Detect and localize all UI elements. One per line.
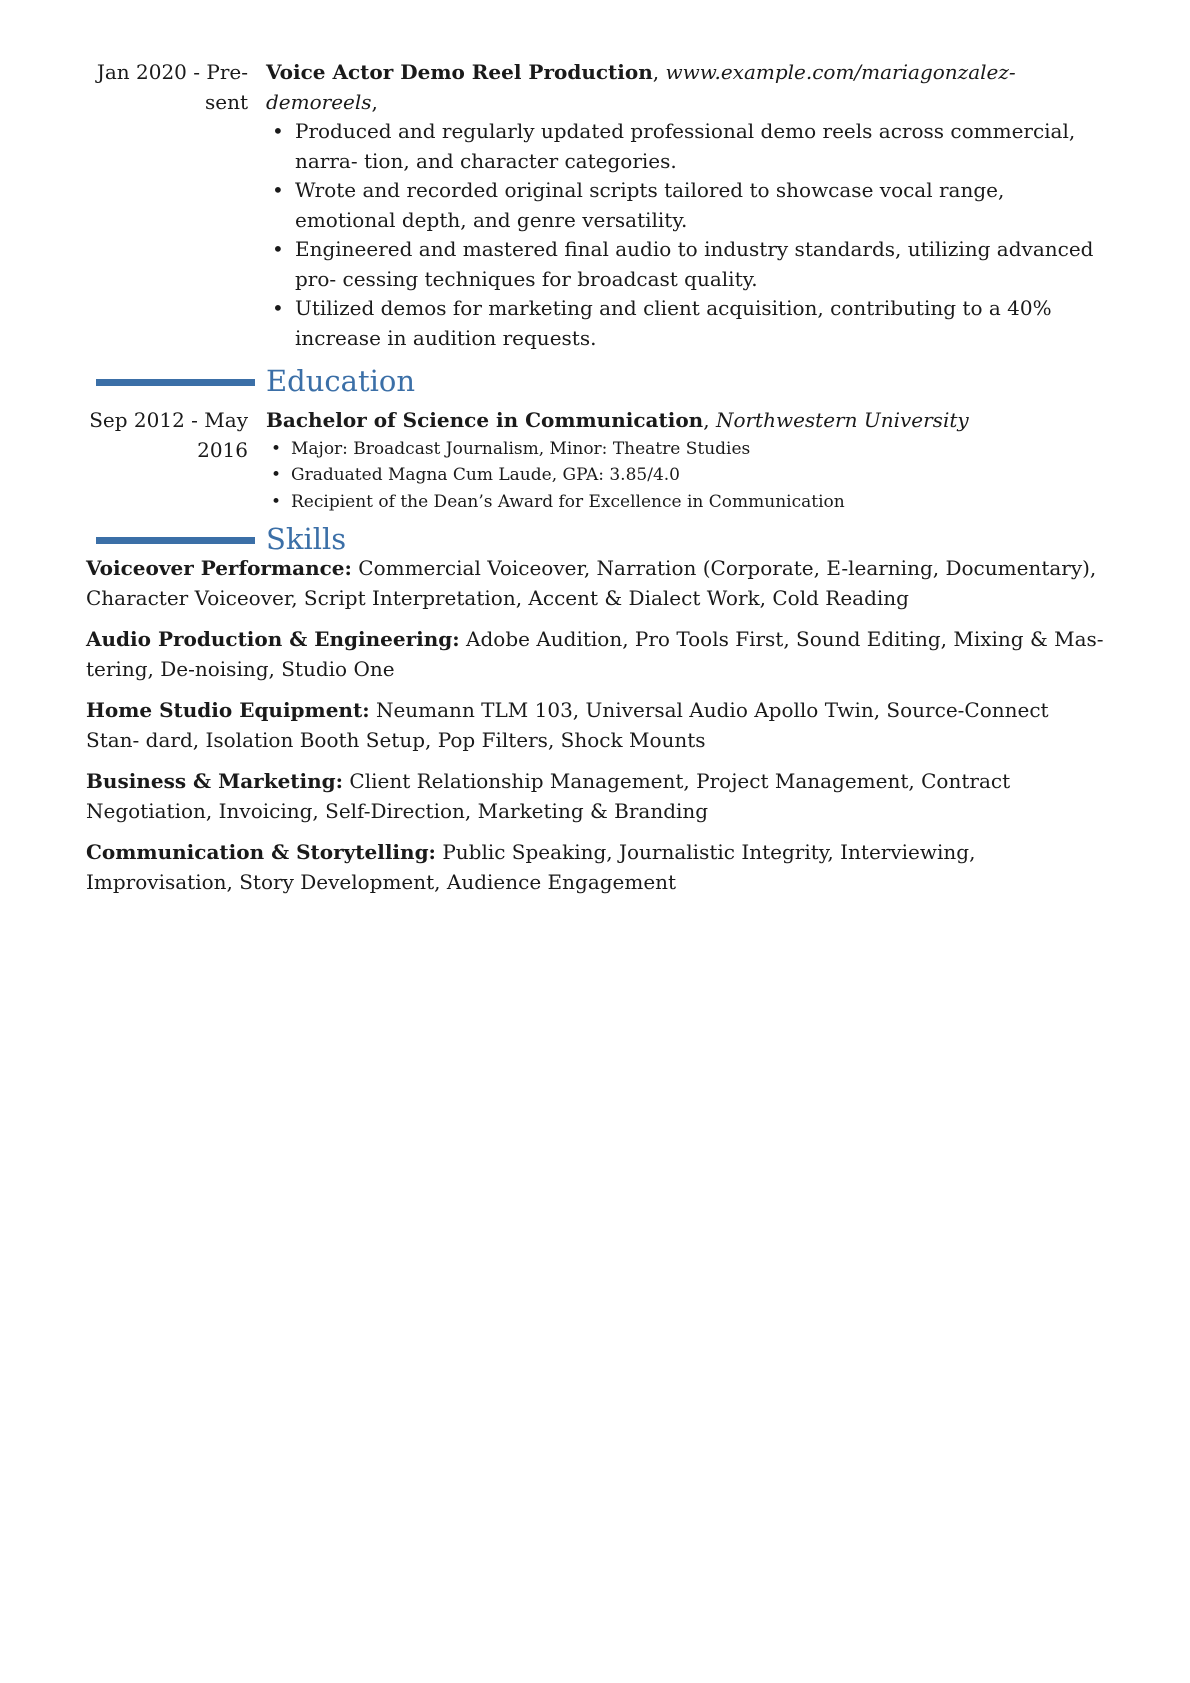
education-bullet: • Recipient of the Dean’s Award for Excellence in Communication [266, 489, 1108, 516]
education-bullet: • Graduated Magna Cum Laude, GPA: 3.85/4.0 [266, 462, 1108, 489]
skill-items: Public Speaking, Journalistic Integrity, Interviewing, Improvisation, Story Development, Audience Engagement [86, 840, 976, 894]
education-bullet: • Major: Broadcast Journalism, Minor: Theatre Studies [266, 436, 1108, 463]
experience-date-line2: sent [204, 89, 248, 114]
skill-row [86, 625, 1106, 684]
experience-bullet: • Wrote and recorded original scripts tailored to showcase vocal range, emotional depth, and genre versatility. [266, 176, 1108, 235]
skill-items: Client Relationship Management, Project Management, Contract Negotiation, Invoicing, Self-Direction, Marketing & Branding [86, 769, 1011, 823]
education-date-line1: Sep 2012 - May [89, 408, 248, 432]
education-section-header [0, 364, 1190, 400]
education-section-bar [96, 379, 255, 386]
skills-section-bar [96, 537, 255, 544]
skill-items: Commercial Voiceover, Narration (Corporate, E-learning, Documentary), Character Voiceover, Script Interpretation, Accent & Dialect Work, Cold Reading [86, 556, 1097, 610]
skill-row [86, 838, 1106, 897]
education-degree: Bachelor of Science in Communication [266, 408, 704, 432]
experience-bullet-list [266, 117, 1108, 353]
education-bullet-list [266, 436, 1108, 516]
skills-section-header [0, 522, 1190, 558]
skills-heading: Skills [266, 522, 347, 556]
experience-bullet: • Utilized demos for marketing and client acquisition, contributing to a 40% increase in audition requests. [266, 294, 1108, 353]
skill-category: Home Studio Equipment: [86, 698, 370, 722]
skill-category: Communication & Storytelling: [86, 840, 436, 864]
education-heading: Education [266, 364, 416, 398]
skills-list [86, 554, 1106, 909]
education-header: Bachelor of Science in Communication, Northwestern University [266, 408, 969, 432]
experience-date [86, 58, 248, 117]
skill-items: Adobe Audition, Pro Tools First, Sound Editing, Mixing & Mas- tering, De-noising, Studio One [86, 627, 1104, 681]
skill-items: Neumann TLM 103, Universal Audio Apollo Twin, Source-Connect Stan- dard, Isolation Booth Setup, Pop Filters, Shock Mounts [86, 698, 1049, 752]
skill-category: Voiceover Performance: [86, 556, 352, 580]
experience-header: Voice Actor Demo Reel Production, www.example.com/mariagonzalez- demoreels, [266, 60, 1016, 114]
skill-row [86, 767, 1106, 826]
experience-bullet: • Produced and regularly updated professional demo reels across commercial, narra- tion, and character categories. [266, 117, 1108, 176]
education-date-line2: 2016 [197, 437, 248, 462]
skill-row [86, 554, 1106, 613]
experience-body [266, 58, 1108, 353]
skill-row [86, 696, 1106, 755]
skill-category: Audio Production & Engineering: [86, 627, 460, 651]
experience-url-part1[interactable]: www.example.com/mariagonzalez- [665, 60, 1016, 84]
education-date [86, 406, 248, 465]
experience-bullet: • Engineered and mastered final audio to industry standards, utilizing advanced pro- cessing techniques for broadcast quality. [266, 235, 1108, 294]
skill-category: Business & Marketing: [86, 769, 344, 793]
experience-url-part2[interactable]: demoreels [266, 89, 372, 114]
experience-title: Voice Actor Demo Reel Production [266, 60, 653, 84]
education-school: Northwestern University [715, 408, 969, 432]
education-body [266, 406, 1108, 515]
experience-date-line1: Jan 2020 - Pre- [96, 60, 248, 84]
